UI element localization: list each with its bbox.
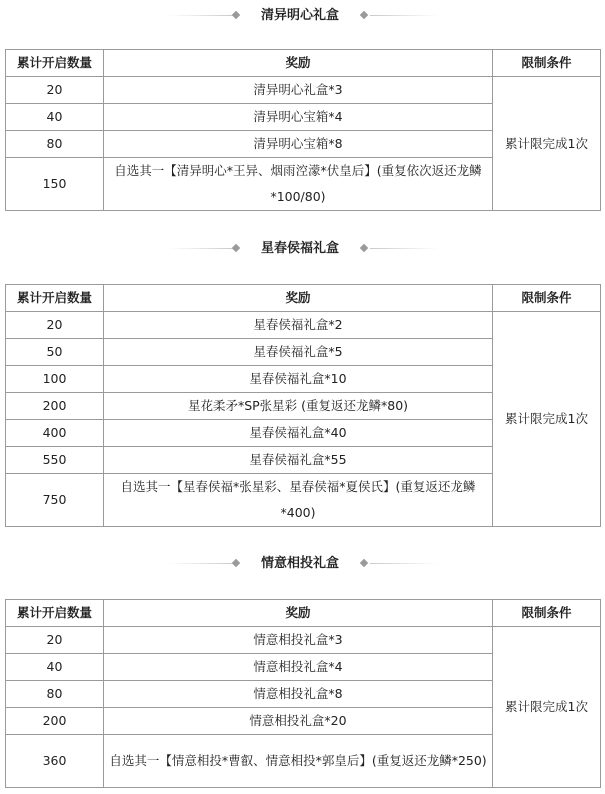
column-header-count: 累计开启数量 — [6, 600, 104, 627]
diamond-icon — [232, 11, 240, 19]
reward-cell: 情意相投礼盒*3 — [104, 627, 493, 654]
count-cell: 200 — [6, 708, 104, 735]
reward-cell: 星春侯福礼盒*2 — [104, 312, 493, 339]
table-row — [6, 627, 601, 654]
count-cell: 20 — [6, 627, 104, 654]
table-row — [6, 312, 601, 339]
section-title: 清异明心礼盒 — [260, 8, 339, 23]
table-header-row — [6, 50, 601, 77]
reward-cell: 情意相投礼盒*4 — [104, 654, 493, 681]
reward-cell: 星春侯福礼盒*5 — [104, 339, 493, 366]
diamond-icon — [232, 559, 240, 567]
section-header — [0, 237, 605, 261]
column-header-limit: 限制条件 — [493, 50, 601, 77]
reward-cell: 星春侯福礼盒*10 — [104, 366, 493, 393]
diamond-icon — [360, 11, 368, 19]
reward-cell: 自选其一【情意相投*曹叡、情意相投*郭皇后】(重复返还龙鳞*250) — [104, 735, 493, 788]
diamond-icon — [232, 244, 240, 252]
reward-cell: 自选其一【清异明心*王异、烟雨涳濛*伏皇后】(重复依次返还龙鳞*100/80) — [104, 158, 493, 211]
column-header-limit: 限制条件 — [493, 600, 601, 627]
column-header-limit: 限制条件 — [493, 285, 601, 312]
limit-cell: 累计限完成1次 — [493, 627, 601, 788]
reward-cell: 星春侯福礼盒*40 — [104, 420, 493, 447]
count-cell: 40 — [6, 104, 104, 131]
divider-line — [370, 563, 438, 564]
reward-cell: 情意相投礼盒*20 — [104, 708, 493, 735]
count-cell: 550 — [6, 447, 104, 474]
reward-cell: 清异明心礼盒*3 — [104, 77, 493, 104]
column-header-reward: 奖励 — [104, 600, 493, 627]
column-header-reward: 奖励 — [104, 285, 493, 312]
column-header-count: 累计开启数量 — [6, 50, 104, 77]
section-title: 星春侯福礼盒 — [260, 241, 339, 256]
divider-line — [370, 248, 438, 249]
limit-cell: 累计限完成1次 — [493, 77, 601, 211]
reward-table — [5, 284, 601, 527]
divider-line — [370, 15, 438, 16]
table-header-row — [6, 285, 601, 312]
divider-line — [168, 15, 236, 16]
reward-cell: 清异明心宝箱*4 — [104, 104, 493, 131]
reward-table — [5, 49, 601, 211]
count-cell: 150 — [6, 158, 104, 211]
section-header — [0, 552, 605, 576]
divider-line — [168, 563, 236, 564]
reward-cell: 星春侯福礼盒*55 — [104, 447, 493, 474]
reward-table — [5, 599, 601, 788]
count-cell: 400 — [6, 420, 104, 447]
count-cell: 80 — [6, 681, 104, 708]
section-header — [0, 4, 605, 28]
count-cell: 200 — [6, 393, 104, 420]
divider-line — [168, 248, 236, 249]
count-cell: 20 — [6, 77, 104, 104]
limit-cell: 累计限完成1次 — [493, 312, 601, 527]
reward-cell: 星花柔矛*SP张星彩 (重复返还龙鳞*80) — [104, 393, 493, 420]
count-cell: 750 — [6, 474, 104, 527]
diamond-icon — [360, 559, 368, 567]
count-cell: 80 — [6, 131, 104, 158]
column-header-reward: 奖励 — [104, 50, 493, 77]
table-header-row — [6, 600, 601, 627]
reward-cell: 情意相投礼盒*8 — [104, 681, 493, 708]
count-cell: 100 — [6, 366, 104, 393]
diamond-icon — [360, 244, 368, 252]
table-row — [6, 77, 601, 104]
count-cell: 360 — [6, 735, 104, 788]
column-header-count: 累计开启数量 — [6, 285, 104, 312]
count-cell: 50 — [6, 339, 104, 366]
reward-cell: 清异明心宝箱*8 — [104, 131, 493, 158]
count-cell: 20 — [6, 312, 104, 339]
section-title: 情意相投礼盒 — [260, 556, 339, 571]
count-cell: 40 — [6, 654, 104, 681]
reward-cell: 自选其一【星春侯福*张星彩、星春侯福*夏侯氏】(重复返还龙鳞*400) — [104, 474, 493, 527]
